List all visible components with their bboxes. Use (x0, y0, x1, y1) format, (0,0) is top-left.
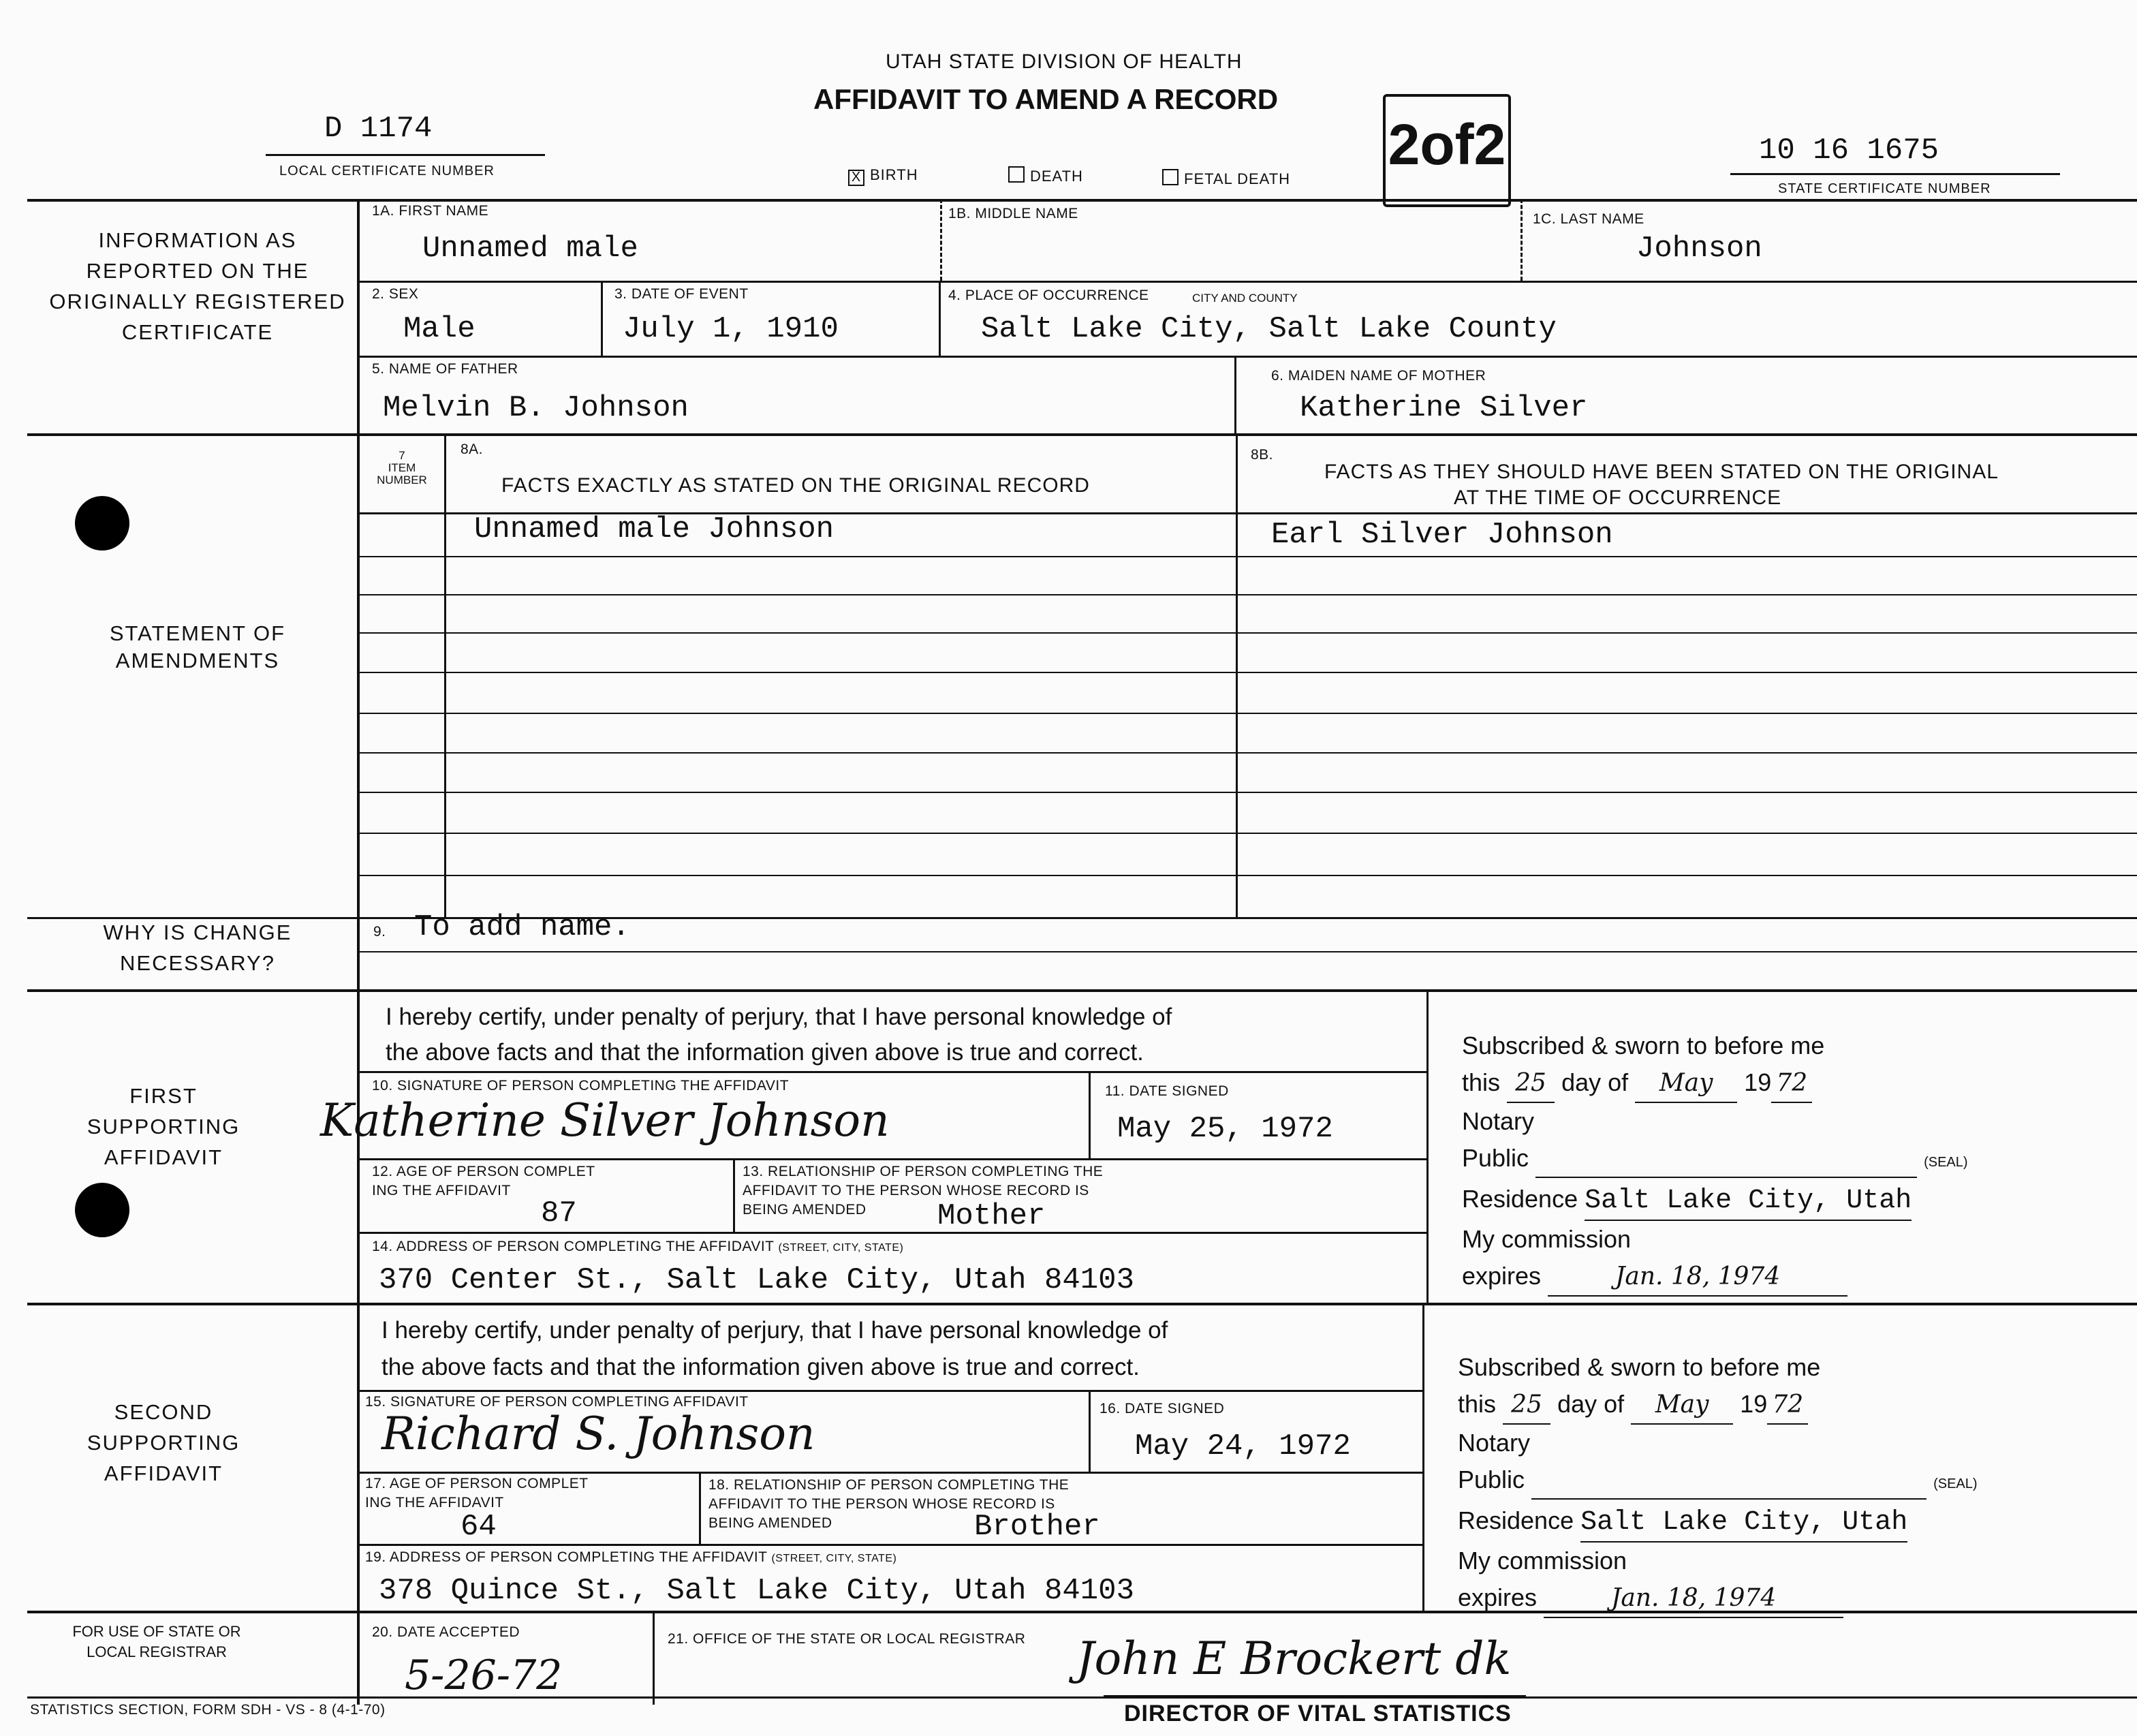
second-signature: Richard S. Johnson (381, 1408, 815, 1460)
first-date-label: 11. DATE SIGNED (1105, 1083, 1229, 1099)
last-name-value: Johnson (1636, 232, 1762, 266)
mother-label: 6. MAIDEN NAME OF MOTHER (1271, 368, 1486, 384)
father-value: Melvin B. Johnson (383, 391, 689, 425)
first-signature: Katherine Silver Johnson (320, 1094, 890, 1147)
why-number: 9. (373, 924, 386, 940)
mother-value: Katherine Silver (1300, 391, 1588, 425)
first-cert-line2: the above facts and that the information given above is true and correct. (386, 1039, 1144, 1066)
first-address-label: 14. ADDRESS OF PERSON COMPLETING THE AFFIDAVIT (STREET, CITY, STATE) (372, 1239, 904, 1254)
checkbox-death[interactable]: DEATH (1008, 166, 1083, 185)
punch-hole-bottom (75, 1183, 129, 1237)
page-stamp: 2of2 (1383, 94, 1511, 207)
punch-hole-top (75, 496, 129, 551)
second-relationship-value: Brother (974, 1510, 1100, 1544)
section-label-why: WHY IS CHANGE NECESSARY? (103, 920, 292, 975)
first-date-value: May 25, 1972 (1117, 1112, 1333, 1146)
sex-label: 2. SEX (372, 286, 419, 302)
second-age-label: 17. AGE OF PERSON COMPLET ING THE AFFIDAVIT (365, 1476, 589, 1510)
col-b-header-line1: FACTS AS THEY SHOULD HAVE BEEN STATED ON THE ORIGINAL (1324, 461, 1999, 483)
why-reason-value: To add name. (414, 910, 630, 944)
agency-name: UTAH STATE DIVISION OF HEALTH (886, 50, 1243, 73)
date-accepted-value: 5-26-72 (405, 1652, 563, 1699)
local-certificate-label: LOCAL CERTIFICATE NUMBER (279, 164, 495, 179)
original-fact-value: Unnamed male Johnson (474, 512, 834, 546)
second-address-value: 378 Quince St., Salt Lake City, Utah 84103 (379, 1574, 1134, 1608)
col-b-number: 8B. (1251, 447, 1274, 463)
first-relationship-label: 13. RELATIONSHIP OF PERSON COMPLETING THE AFFIDAVIT TO THE PERSON WHOSE RECORD IS BEING AMENDED (743, 1164, 1104, 1218)
first-notary-block: Subscribed & sworn to before me this 25 day of May 19 72 Notary Public (SEAL) Residence Salt Lake City, Utah My commission expires Jan. 18, 1974 (1462, 1027, 1968, 1297)
second-date-label: 16. DATE SIGNED (1099, 1401, 1225, 1416)
date-of-event-label: 3. DATE OF EVENT (614, 286, 749, 302)
registrar-signature: John E Brockert dk (1076, 1632, 1512, 1685)
second-age-value: 64 (461, 1510, 497, 1544)
place-value: Salt Lake City, Salt Lake County (981, 312, 1557, 346)
section-label-amendments: STATEMENT OF AMENDMENTS (109, 621, 286, 672)
second-relationship-label: 18. RELATIONSHIP OF PERSON COMPLETING THE AFFIDAVIT TO THE PERSON WHOSE RECORD IS BEING AMENDED (708, 1477, 1070, 1531)
last-name-label: 1C. LAST NAME (1533, 211, 1644, 227)
place-sublabel: CITY AND COUNTY (1192, 292, 1298, 305)
section-label-second-affidavit: SECOND SUPPORTING AFFIDAVIT (87, 1400, 240, 1485)
section-label-first-affidavit: FIRST SUPPORTING AFFIDAVIT (87, 1084, 240, 1169)
sex-value: Male (403, 312, 475, 346)
local-certificate-number: D 1174 (324, 112, 433, 146)
first-age-value: 87 (541, 1196, 577, 1230)
second-cert-line2: the above facts and that the information given above is true and correct. (381, 1354, 1140, 1380)
second-cert-line1: I hereby certify, under penalty of perjury, that I have personal knowledge of (381, 1317, 1168, 1344)
form-id: STATISTICS SECTION, FORM SDH - VS - 8 (4-1-70) (30, 1702, 386, 1718)
first-age-label: 12. AGE OF PERSON COMPLET ING THE AFFIDAVIT (372, 1164, 595, 1198)
second-signature-label: 15. SIGNATURE OF PERSON COMPLETING AFFIDAVIT (365, 1394, 749, 1410)
state-certificate-number: 10 16 1675 (1759, 134, 1939, 168)
registrar-title: DIRECTOR OF VITAL STATISTICS (1124, 1701, 1512, 1726)
item-number-label: 7 ITEM NUMBER (377, 449, 427, 486)
form-title: AFFIDAVIT TO AMEND A RECORD (813, 83, 1279, 115)
corrected-fact-value: Earl Silver Johnson (1271, 518, 1613, 552)
section-label-original: INFORMATION AS REPORTED ON THE ORIGINALLY REGISTERED CERTIFICATE (49, 228, 346, 344)
middle-name-label: 1B. MIDDLE NAME (948, 206, 1078, 221)
first-address-value: 370 Center St., Salt Lake City, Utah 84103 (379, 1263, 1134, 1297)
col-a-header: FACTS EXACTLY AS STATED ON THE ORIGINAL RECORD (501, 474, 1090, 497)
checkbox-birth-mark: X (848, 170, 864, 186)
father-label: 5. NAME OF FATHER (372, 361, 518, 377)
registrar-office-label: 21. OFFICE OF THE STATE OR LOCAL REGISTRAR (668, 1631, 1026, 1647)
first-relationship-value: Mother (937, 1199, 1046, 1233)
first-cert-line1: I hereby certify, under penalty of perjury, that I have personal knowledge of (386, 1004, 1172, 1030)
col-b-header-line2: AT THE TIME OF OCCURRENCE (1454, 486, 1782, 509)
checkbox-fetal-death[interactable]: FETAL DEATH (1162, 169, 1290, 188)
section-label-registrar: FOR USE OF STATE OR LOCAL REGISTRAR (72, 1623, 241, 1660)
first-name-value: Unnamed male (422, 232, 638, 266)
place-label: 4. PLACE OF OCCURRENCE (948, 288, 1149, 303)
date-of-event-value: July 1, 1910 (623, 312, 839, 346)
col-a-number: 8A. (461, 441, 484, 457)
first-name-label: 1A. FIRST NAME (372, 203, 489, 219)
second-address-label: 19. ADDRESS OF PERSON COMPLETING THE AFFIDAVIT (STREET, CITY, STATE) (365, 1549, 897, 1565)
state-certificate-label: STATE CERTIFICATE NUMBER (1778, 181, 1991, 196)
date-accepted-label: 20. DATE ACCEPTED (372, 1624, 520, 1640)
second-date-value: May 24, 1972 (1135, 1429, 1351, 1463)
second-notary-block: Subscribed & sworn to before me this 25 day of May 19 72 Notary Public (SEAL) Residence Salt Lake City, Utah My commission expires Jan. 18, 1974 (1458, 1349, 1978, 1618)
checkbox-birth[interactable]: X BIRTH (848, 166, 918, 186)
first-signature-label: 10. SIGNATURE OF PERSON COMPLETING THE AFFIDAVIT (372, 1078, 790, 1094)
